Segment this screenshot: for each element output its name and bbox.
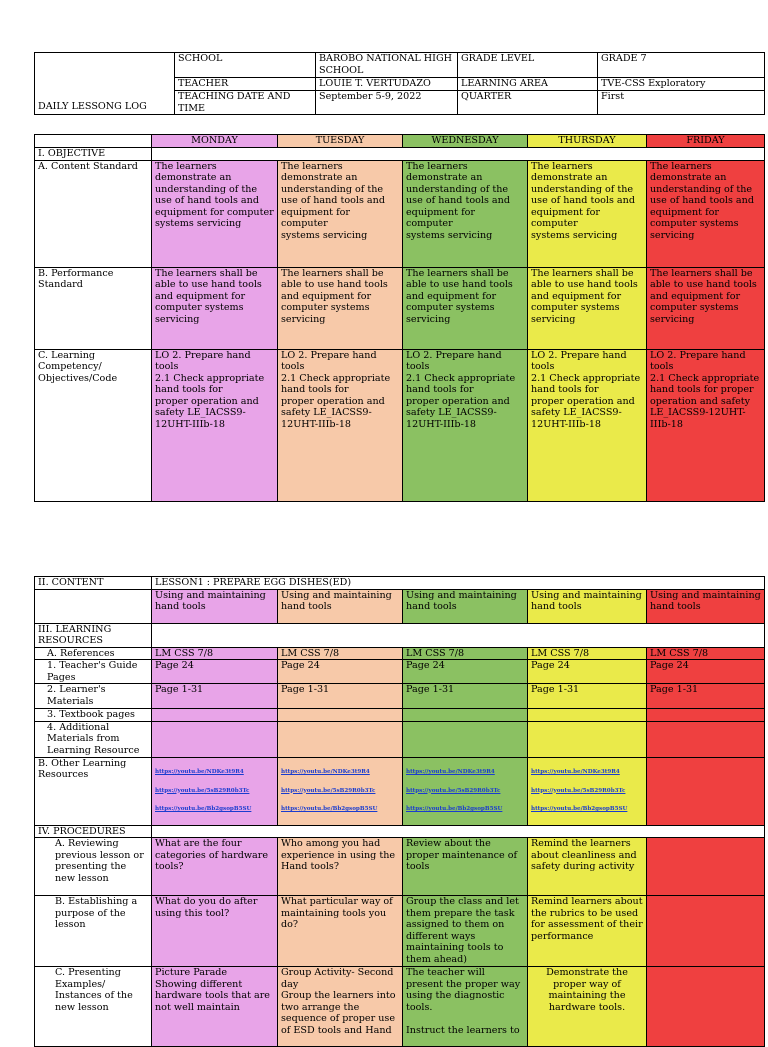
content-standard-label: A. Content Standard [35,160,152,267]
references-wed: LM CSS 7/8 [403,647,528,660]
procedures-section: IV. PROCEDURES [35,825,152,838]
topic-thu: Using and maintaining hand tools [528,589,647,623]
references-thu: LM CSS 7/8 [528,647,647,660]
lm-mon: Page 1-31 [152,684,278,709]
additional-materials-label: 4. Additional Materials from Learning Resource [35,721,152,757]
competency-tue: LO 2. Prepare hand tools 2.1 Check appropriate hand tools for proper operation and safety LE_IACSS9-12UHT-IIIb-18 [278,349,403,501]
presenting-mon: Picture Parade Showing different hardware tools that are not well maintain [152,967,278,1047]
youtube-link[interactable]: https://youtu.be/NDKe3t9R4 [531,769,620,775]
teacher-value: LOUIE T. VERTUDAZO [316,78,458,91]
tg-tue: Page 24 [278,660,403,684]
youtube-link[interactable]: https://youtu.be/Bb2gsopB5SU [281,806,378,812]
competency-wed: LO 2. Prepare hand tools 2.1 Check appropriate hand tools for proper operation and safety LE_IACSS9-12UHT-IIIb-18 [403,349,528,501]
day-header-monday: MONDAY [152,135,278,148]
school-value: BAROBO NATIONAL HIGH SCHOOL [316,53,458,78]
references-fri: LM CSS 7/8 [647,647,765,660]
purpose-thu: Remind learners about the rubrics to be used for assessment of their performance [528,896,647,967]
content-standard-mon: The learners demonstrate an understanding of the use of hand tools and equipment for computer systems servicing [152,160,278,267]
grade-label: GRADE LEVEL [458,53,598,78]
lm-thu: Page 1-31 [528,684,647,709]
references-tue: LM CSS 7/8 [278,647,403,660]
youtube-link[interactable]: https://youtu.be/NDKe3t9R4 [281,769,370,775]
other-resources-label: B. Other Learning Resources [35,757,152,825]
review-fri [647,838,765,896]
grade-value: GRADE 7 [598,53,765,78]
review-tue: Who among you had experience in using the Hand tools? [278,838,403,896]
day-header-friday: FRIDAY [647,135,765,148]
competency-fri: LO 2. Prepare hand tools 2.1 Check appropriate hand tools for proper operation and safety LE_IACSS9-12UHT-IIIb-18 [647,349,765,501]
review-thu: Remind the learners about cleanliness and safety during activity [528,838,647,896]
purpose-fri [647,896,765,967]
youtube-link[interactable]: https://youtu.be/NDKe3t9R4 [155,769,244,775]
content-section: II. CONTENT [35,577,152,590]
youtube-link[interactable]: https://youtu.be/5sB29R0b3Tc [406,787,501,794]
performance-standard-fri: The learners shall be able to use hand tools and equipment for computer systems servicing [647,267,765,349]
learners-materials-label: 2. Learner's Materials [35,684,152,709]
references-label: A. References [35,647,152,660]
area-label: LEARNING AREA [458,78,598,91]
header-table [34,52,765,115]
review-mon: What are the four categories of hardware tools? [152,838,278,896]
competency-label: C. Learning Competency/ Objectives/Code [35,349,152,501]
quarter-label: QUARTER [458,91,598,115]
objective-section: I. OBJECTIVE [35,148,152,161]
topic-tue: Using and maintaining hand tools [278,589,403,623]
day-header-thursday: THURSDAY [528,135,647,148]
tg-mon: Page 24 [152,660,278,684]
lesson-title: LESSON1 : PREPARE EGG DISHES(ED) [152,577,765,590]
links-wed [403,757,528,825]
topic-wed: Using and maintaining hand tools [403,589,528,623]
quarter-value: First [598,91,765,115]
tg-wed: Page 24 [403,660,528,684]
date-label: TEACHING DATE AND TIME [175,91,316,115]
lm-wed: Page 1-31 [403,684,528,709]
presenting-fri [647,967,765,1047]
performance-standard-label: B. Performance Standard [35,267,152,349]
presenting-thu: Demonstrate the proper way of maintaining the hardware tools. [528,967,647,1047]
youtube-link[interactable]: https://youtu.be/5sB29R0b3Tc [155,787,250,794]
youtube-link[interactable]: https://youtu.be/NDKe3t9R4 [406,769,495,775]
tg-fri: Page 24 [647,660,765,684]
topic-mon: Using and maintaining hand tools [152,589,278,623]
youtube-link[interactable]: https://youtu.be/Bb2gsopB5SU [155,806,252,812]
tg-thu: Page 24 [528,660,647,684]
competency-mon: LO 2. Prepare hand tools 2.1 Check appropriate hand tools for proper operation and safety LE_IACSS9-12UHT-IIIb-18 [152,349,278,501]
content-table [34,576,765,1047]
teacher-label: TEACHER [175,78,316,91]
topic-fri: Using and maintaining hand tools [647,589,765,623]
links-mon [152,757,278,825]
day-header-wednesday: WEDNESDAY [403,135,528,148]
performance-standard-mon: The learners shall be able to use hand tools and equipment for computer systems servicing [152,267,278,349]
resources-section: III. LEARNING RESOURCES [35,623,152,647]
lm-fri: Page 1-31 [647,684,765,709]
youtube-link[interactable]: https://youtu.be/Bb2gsopB5SU [406,806,503,812]
school-label: SCHOOL [175,53,316,78]
review-wed: Review about the proper maintenance of tools [403,838,528,896]
log-title: DAILY LESSONG LOG [35,53,175,115]
competency-thu: LO 2. Prepare hand tools 2.1 Check appropriate hand tools for proper operation and safety LE_IACSS9-12UHT-IIIb-18 [528,349,647,501]
references-mon: LM CSS 7/8 [152,647,278,660]
presenting-tue: Group Activity- Second day Group the learners into two arrange the sequence of proper use of ESD tools and Hand [278,967,403,1047]
teachers-guide-label: 1. Teacher's Guide Pages [35,660,152,684]
content-standard-wed: The learners demonstrate an understanding of the use of hand tools and equipment for computer systems servicing [403,160,528,267]
content-standard-fri: The learners demonstrate an understanding of the use of hand tools and equipment for computer systems servicing [647,160,765,267]
purpose-label: B. Establishing a purpose of the lesson [35,896,152,967]
presenting-label: C. Presenting Examples/ Instances of the new lesson [35,967,152,1047]
area-value: TVE-CSS Exploratory [598,78,765,91]
presenting-wed: The teacher will present the proper way using the diagnostic tools. Instruct the learners to [403,967,528,1047]
review-label: A. Reviewing previous lesson or presenting the new lesson [35,838,152,896]
date-value: September 5-9, 2022 [316,91,458,115]
youtube-link[interactable]: https://youtu.be/5sB29R0b3Tc [281,787,376,794]
day-header-tuesday: TUESDAY [278,135,403,148]
links-thu [528,757,647,825]
textbook-label: 3. Textbook pages [35,709,152,722]
purpose-wed: Group the class and let them prepare the task assigned to them on different ways maintaining tools to them ahead) [403,896,528,967]
performance-standard-thu: The learners shall be able to use hand tools and equipment for computer systems servicing [528,267,647,349]
purpose-tue: What particular way of maintaining tools you do? [278,896,403,967]
content-standard-tue: The learners demonstrate an understanding of the use of hand tools and equipment for computer systems servicing [278,160,403,267]
performance-standard-tue: The learners shall be able to use hand tools and equipment for computer systems servicing [278,267,403,349]
performance-standard-wed: The learners shall be able to use hand tools and equipment for computer systems servicing [403,267,528,349]
purpose-mon: What do you do after using this tool? [152,896,278,967]
content-standard-thu: The learners demonstrate an understanding of the use of hand tools and equipment for computer systems servicing [528,160,647,267]
lm-tue: Page 1-31 [278,684,403,709]
youtube-link[interactable]: https://youtu.be/5sB29R0b3Tc [531,787,626,794]
objectives-table [34,134,765,502]
links-tue [278,757,403,825]
youtube-link[interactable]: https://youtu.be/Bb2gsopB5SU [531,806,628,812]
